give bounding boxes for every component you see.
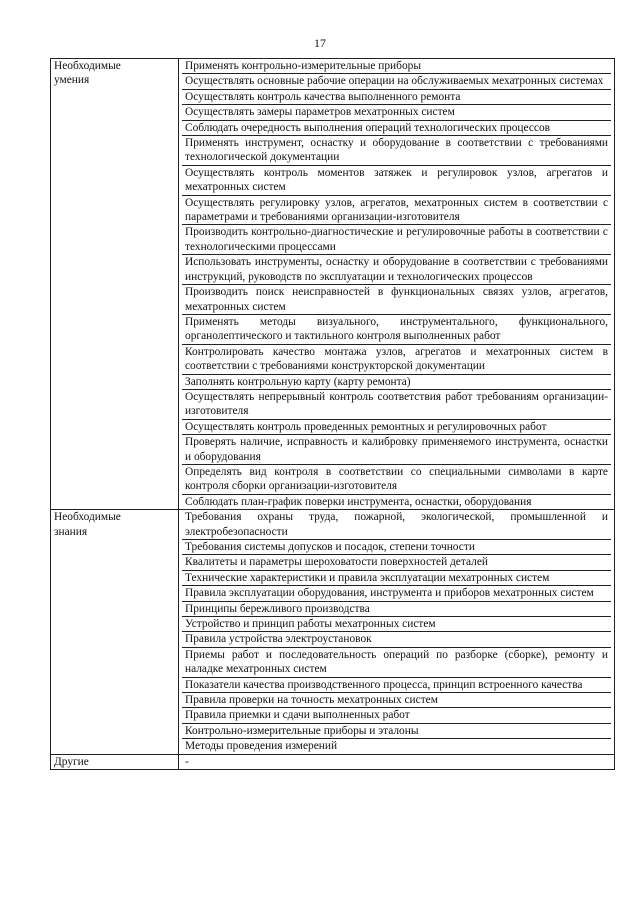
list-item: Методы проведения измерений xyxy=(185,740,338,753)
list-item: Показатели качества производственного процесса, принцип встроенного качества xyxy=(182,678,611,693)
list-item: Устройство и принцип работы мехатронных систем xyxy=(182,617,611,632)
list-item: Квалитеты и параметры шероховатости поверхностей деталей xyxy=(182,555,611,570)
list-item: Осуществлять основные рабочие операции на обслуживаемых мехатронных системах xyxy=(182,74,611,89)
list-item: Заполнять контрольную карту (карту ремонта) xyxy=(182,375,611,390)
list-item: Соблюдать очередность выполнения операций технологических процессов xyxy=(182,121,611,136)
section-row xyxy=(51,59,615,510)
section-label-cell xyxy=(51,59,179,510)
list-item: Применять методы визуального, инструментального, функционального, органолептического и тактильного контроля выполненных работ xyxy=(182,315,611,345)
list-item: Принципы бережливого производства xyxy=(182,602,611,617)
list-item: Правила устройства электроустановок xyxy=(182,632,611,647)
list-item: Приемы работ и последовательность операций по разборке (сборке), ремонту и наладке мехатронных систем xyxy=(182,648,611,678)
list-item: Требования охраны труда, пожарной, экологической, промышленной и электробезопасности xyxy=(182,510,611,540)
list-item: Контрольно-измерительные приборы и эталоны xyxy=(182,724,611,739)
section-items-cell xyxy=(179,510,615,755)
section-label-cell xyxy=(51,754,179,769)
list-item: Требования системы допусков и посадок, степени точности xyxy=(182,540,611,555)
list-item: Осуществлять контроль моментов затяжек и регулировок узлов, агрегатов и мехатронных систем xyxy=(182,166,611,196)
list-item: Правила проверки на точность мехатронных систем xyxy=(182,693,611,708)
list-item: Осуществлять контроль качества выполненного ремонта xyxy=(182,90,611,105)
list-item: Производить поиск неисправностей в функциональных связях узлов, агрегатов, мехатронных систем xyxy=(182,285,611,315)
page-number: 17 xyxy=(314,36,326,50)
list-item: Правила приемки и сдачи выполненных работ xyxy=(182,708,611,723)
list-item: Контролировать качество монтажа узлов, агрегатов и мехатронных систем в соответствии с требованиями конструкторской документации xyxy=(182,345,611,375)
list-item: Осуществлять непрерывный контроль соответствия работ требованиям организации-изготовителя xyxy=(182,390,611,420)
list-item: Правила эксплуатации оборудования, инструмента и приборов мехатронных систем xyxy=(182,586,611,601)
requirements-table xyxy=(50,58,615,770)
list-item: Производить контрольно-диагностические и регулировочные работы в соответствии с технологическими процессами xyxy=(182,225,611,255)
list-item: Применять инструмент, оснастку и оборудование в соответствии с требованиями технологической документации xyxy=(182,136,611,166)
list-item: Осуществлять регулировку узлов, агрегатов, мехатронных систем в соответствии с параметрами и требованиями организации-изготовителя xyxy=(182,196,611,226)
section-label: Необходимые знания xyxy=(54,511,121,538)
list-item: Определять вид контроля в соответствии со специальными символами в карте контроля сборки организации-изготовителя xyxy=(182,465,611,495)
section-label: Другие xyxy=(54,755,89,768)
section-label-cell xyxy=(51,510,179,755)
list-item: Применять контрольно-измерительные приборы xyxy=(182,59,611,74)
section-row xyxy=(51,510,615,755)
list-item: Соблюдать план-график поверки инструмента, оснастки, оборудования xyxy=(185,495,532,508)
list-item: Осуществлять замеры параметров мехатронных систем xyxy=(182,105,611,120)
section-row xyxy=(51,754,615,769)
list-item: - xyxy=(185,755,189,768)
list-item: Использовать инструменты, оснастку и оборудование в соответствии с требованиями инструкций, руководств по эксплуатации и технологических процессов xyxy=(182,255,611,285)
list-item: Проверять наличие, исправность и калибровку применяемого инструмента, оснастки и оборудования xyxy=(182,435,611,465)
section-label: Необходимые умения xyxy=(54,60,121,87)
list-item: Технические характеристики и правила эксплуатации мехатронных систем xyxy=(182,571,611,586)
section-items-cell xyxy=(179,754,615,769)
section-items-cell xyxy=(179,59,615,510)
list-item: Осуществлять контроль проведенных ремонтных и регулировочных работ xyxy=(182,420,611,435)
